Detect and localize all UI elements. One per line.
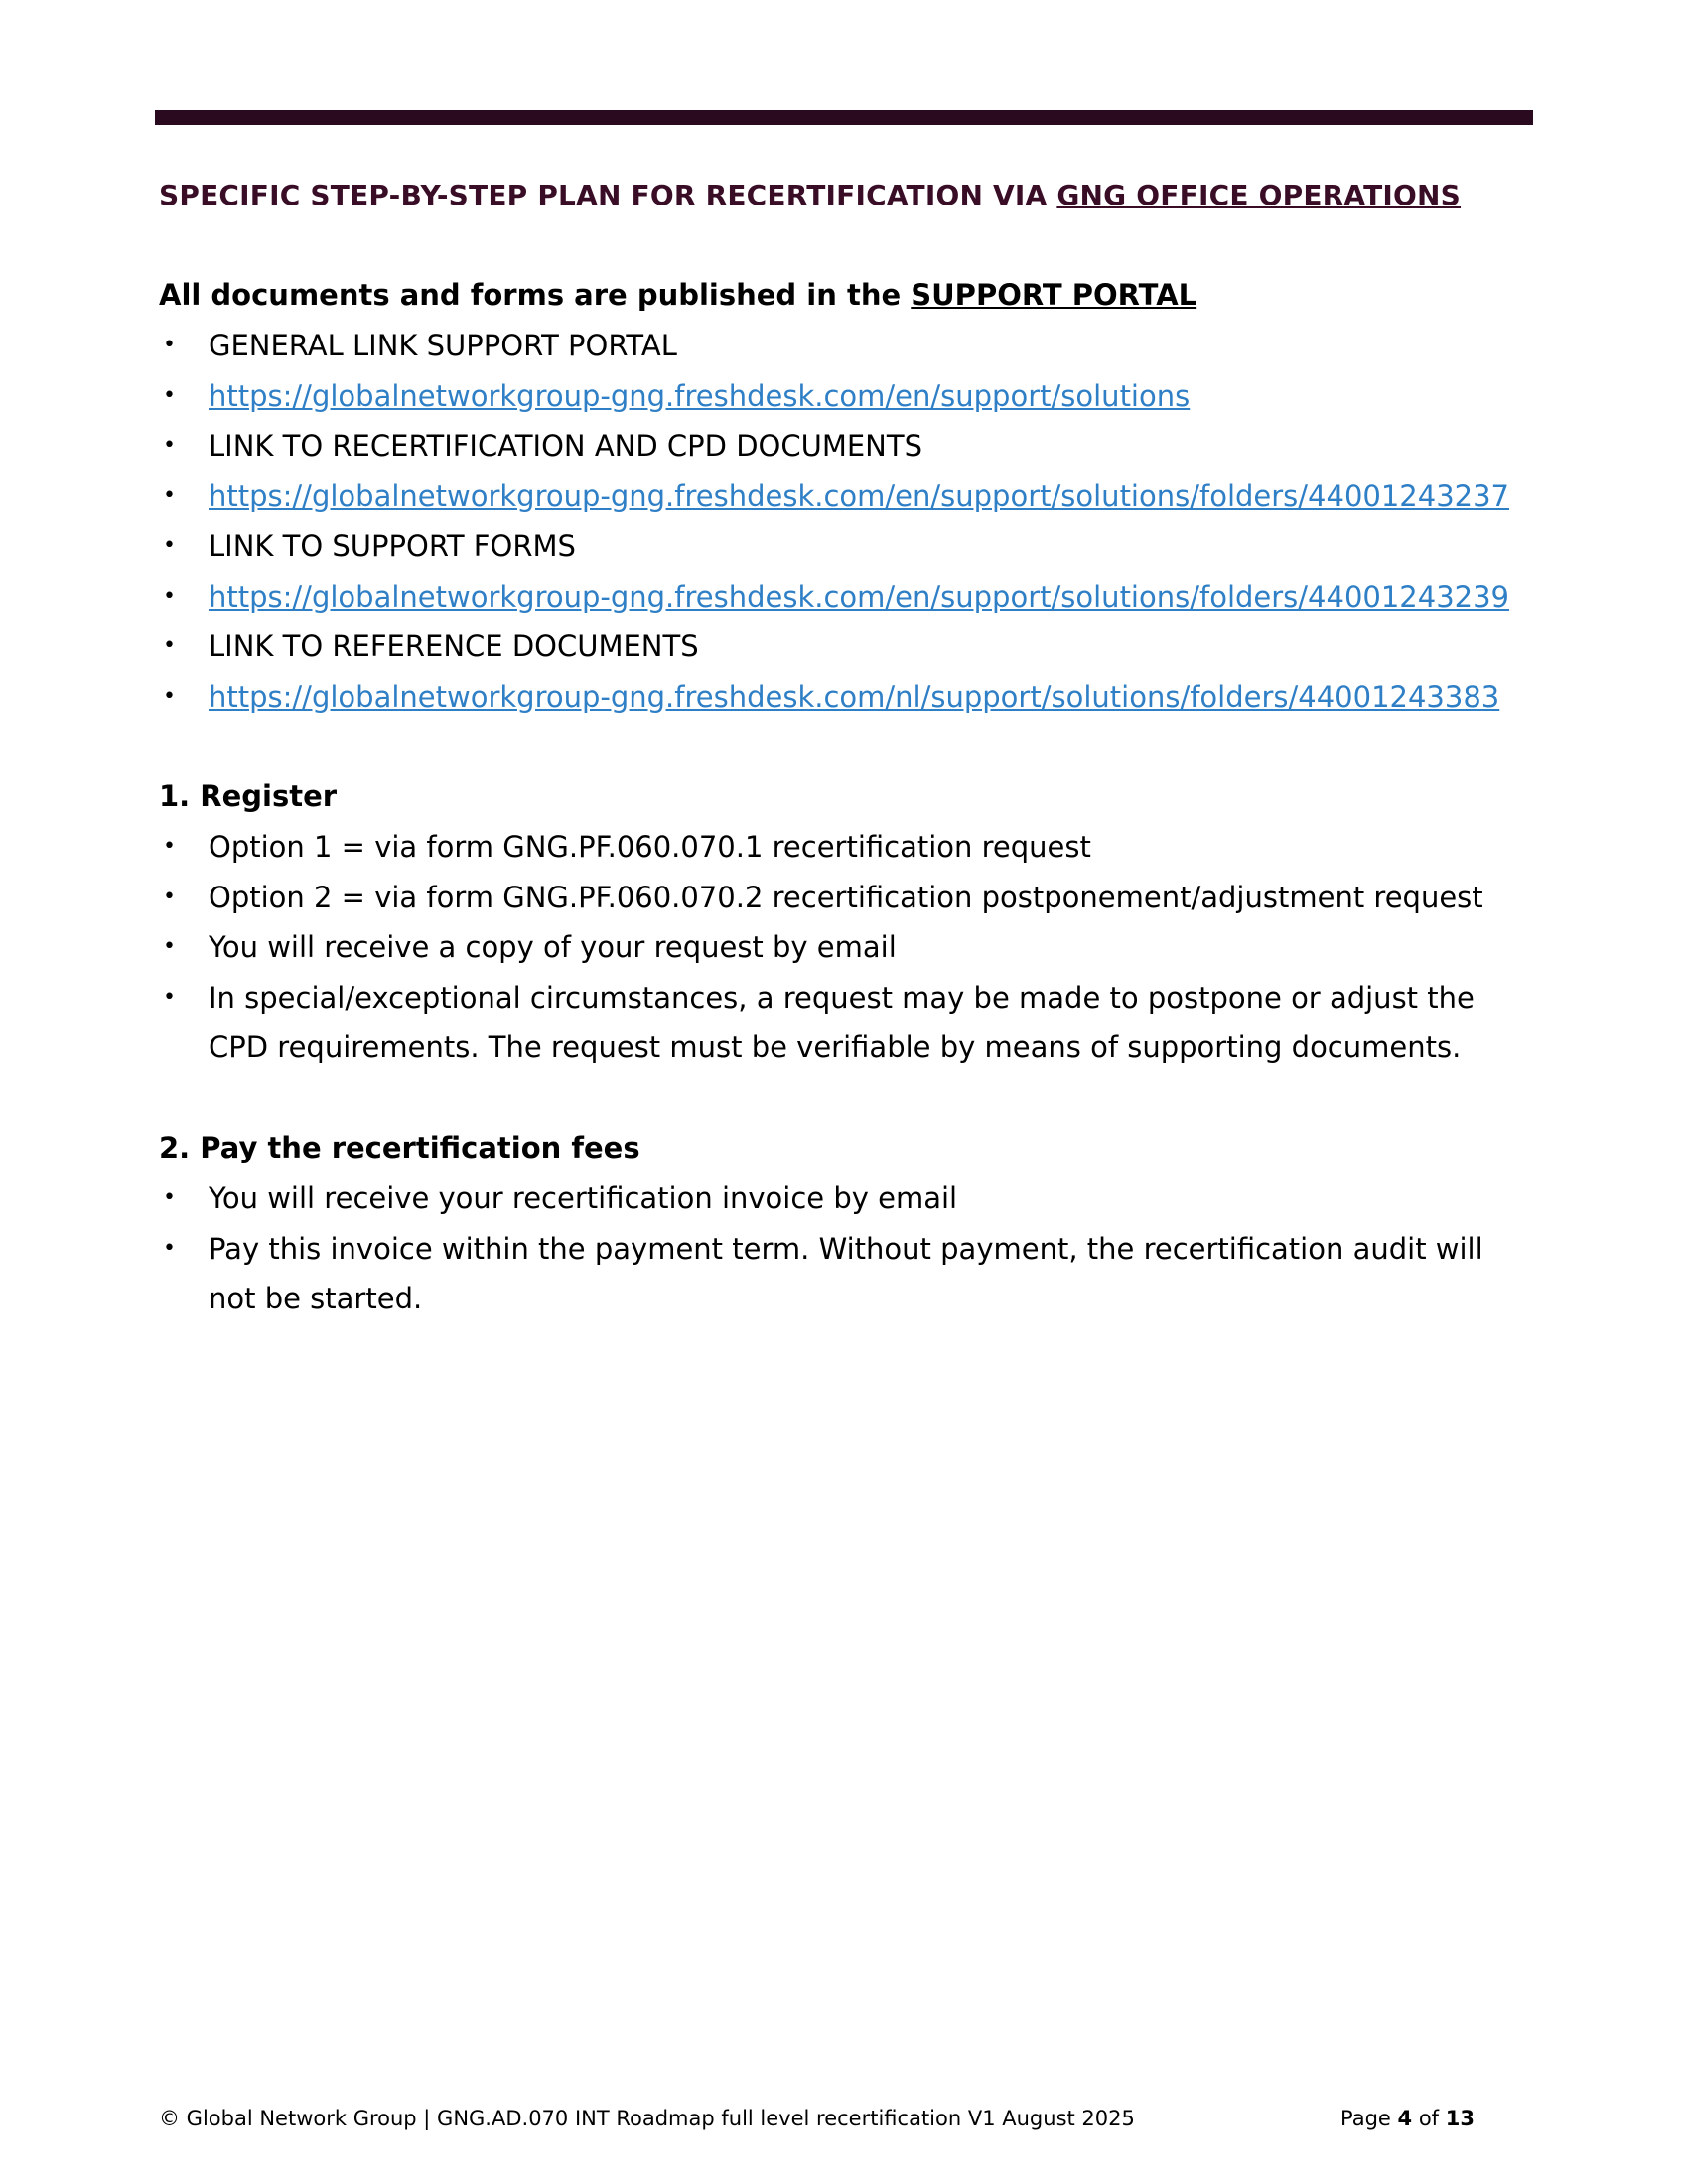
- footer-page-number: [1340, 2107, 1475, 2130]
- bullet-icon: •: [163, 984, 176, 1010]
- register-heading: 1. Register: [159, 779, 338, 813]
- list-item: [159, 973, 1539, 1073]
- list-item: [159, 873, 1539, 923]
- bullet-icon: •: [163, 382, 176, 408]
- list-item: [159, 371, 1539, 422]
- register-item-text: You will receive a copy of your request by email: [209, 930, 897, 964]
- list-item: [159, 472, 1539, 522]
- portal-heading-underlined: SUPPORT PORTAL: [911, 278, 1197, 312]
- page-title-prefix: SPECIFIC STEP-BY-STEP PLAN FOR RECERTIFICATION VIA: [159, 179, 1057, 211]
- bullet-icon: •: [163, 583, 176, 609]
- list-item: [159, 822, 1539, 873]
- bullet-icon: •: [163, 934, 176, 959]
- portal-item-text: LINK TO SUPPORT FORMS: [209, 529, 576, 563]
- header-rule: [155, 110, 1533, 125]
- support-portal-link[interactable]: https://globalnetworkgroup-gng.freshdesk.com/en/support/solutions: [209, 378, 1191, 413]
- support-forms-link[interactable]: https://globalnetworkgroup-gng.freshdesk.com/en/support/solutions/folders/44001243239: [209, 579, 1510, 614]
- portal-list: [159, 321, 1539, 722]
- portal-item-text: LINK TO REFERENCE DOCUMENTS: [209, 629, 699, 663]
- bullet-icon: •: [163, 333, 176, 357]
- list-item: [159, 421, 1539, 472]
- page-label: Page: [1340, 2107, 1398, 2130]
- list-item: [159, 521, 1539, 572]
- list-item: [159, 672, 1539, 723]
- page-current: 4: [1397, 2107, 1413, 2130]
- list-item: [159, 1173, 1539, 1224]
- list-item: [159, 321, 1539, 371]
- pay-item-text: Pay this invoice within the payment term. Without payment, the recertification audit will not be started.: [209, 1231, 1483, 1315]
- bullet-icon: •: [163, 482, 176, 508]
- page-title: [159, 179, 1461, 211]
- reference-docs-link[interactable]: https://globalnetworkgroup-gng.freshdesk.com/nl/support/solutions/folders/44001243383: [209, 679, 1500, 714]
- list-item: [159, 1224, 1539, 1324]
- pay-item-text: You will receive your recertification invoice by email: [209, 1181, 958, 1215]
- portal-heading: [159, 278, 1196, 312]
- register-item-text: Option 1 = via form GNG.PF.060.070.1 recertification request: [209, 830, 1091, 864]
- list-item: [159, 922, 1539, 973]
- bullet-icon: •: [163, 683, 176, 709]
- footer-copyright: © Global Network Group | GNG.AD.070 INT Roadmap full level recertification V1 August 2025: [159, 2107, 1135, 2130]
- bullet-icon: •: [163, 433, 176, 458]
- pay-heading: 2. Pay the recertification fees: [159, 1131, 640, 1164]
- page-of-label: of: [1412, 2107, 1446, 2130]
- pay-list: [159, 1173, 1539, 1324]
- page-title-underlined: GNG OFFICE OPERATIONS: [1056, 179, 1462, 211]
- register-item-text: In special/exceptional circumstances, a request may be made to postpone or adjust the CPD requirements. The request must be verifiable by means of supporting documents.: [209, 980, 1475, 1064]
- bullet-icon: •: [163, 834, 176, 859]
- bullet-icon: •: [163, 1185, 176, 1210]
- list-item: [159, 621, 1539, 672]
- bullet-icon: •: [163, 884, 176, 909]
- bullet-icon: •: [163, 633, 176, 658]
- bullet-icon: •: [163, 1235, 176, 1261]
- portal-item-text: LINK TO RECERTIFICATION AND CPD DOCUMENTS: [209, 429, 922, 463]
- list-item: [159, 572, 1539, 622]
- register-list: [159, 822, 1539, 1073]
- recertification-docs-link[interactable]: https://globalnetworkgroup-gng.freshdesk.com/en/support/solutions/folders/44001243237: [209, 478, 1510, 513]
- portal-item-text: GENERAL LINK SUPPORT PORTAL: [209, 329, 677, 362]
- bullet-icon: •: [163, 533, 176, 558]
- register-item-text: Option 2 = via form GNG.PF.060.070.2 recertification postponement/adjustment request: [209, 880, 1483, 914]
- page-total: 13: [1445, 2107, 1475, 2130]
- portal-heading-prefix: All documents and forms are published in the: [159, 278, 912, 312]
